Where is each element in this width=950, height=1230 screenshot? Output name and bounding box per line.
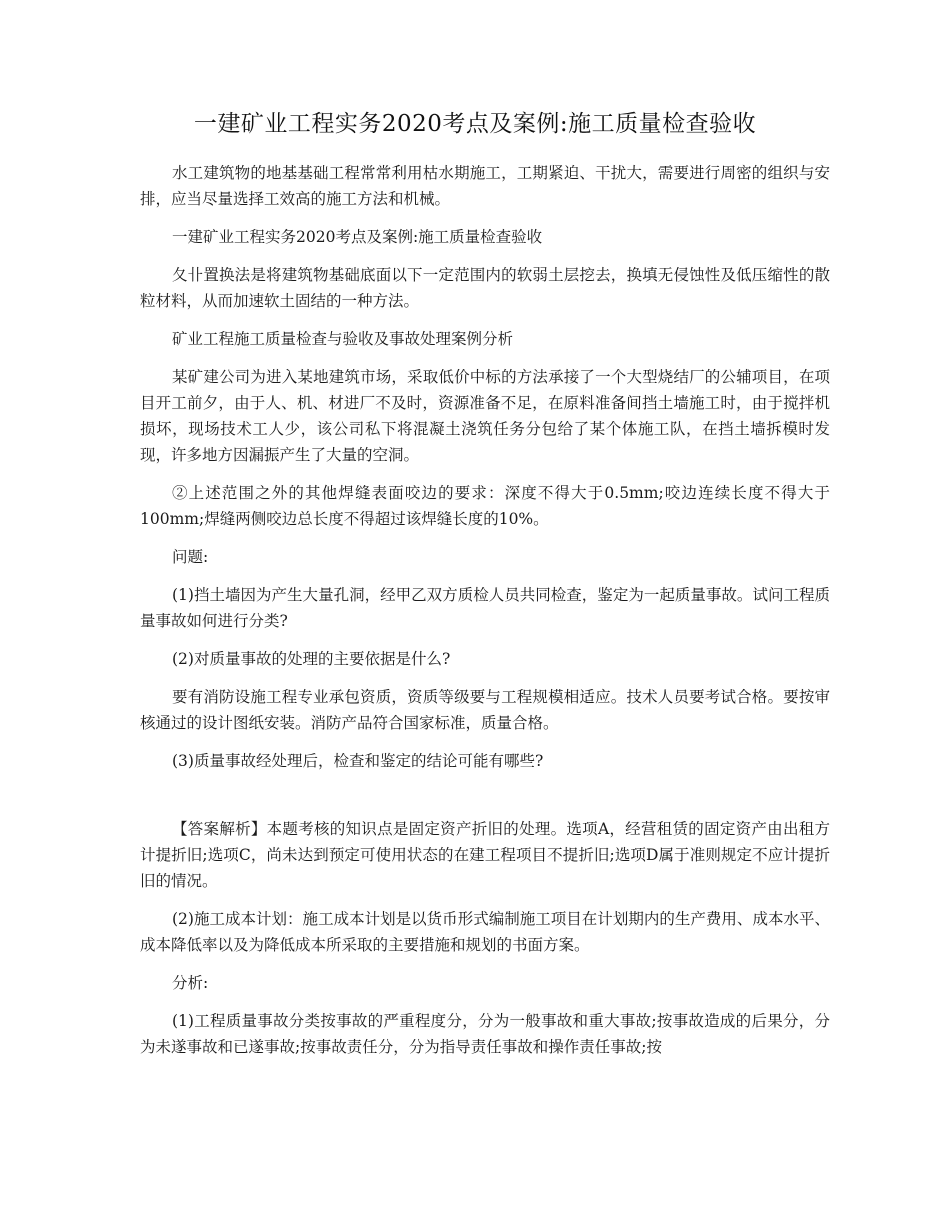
document-title: 一建矿业工程实务2020考点及案例:施工质量检查验收 <box>193 111 757 137</box>
paragraph: (3)质量事故经处理后，检查和鉴定的结论可能有哪些? <box>172 752 544 770</box>
paragraph: ②上述范围之外的其他焊缝表面咬边的要求：深度不得大于0.5mm;咬边连续长度不得大于100mm;焊缝两侧咬边总长度不得超过该焊缝长度的10%。 <box>140 484 830 528</box>
paragraph: (2)施工成本计划：施工成本计划是以货币形式编制施工项目在计划期内的生产费用、成本水平、成本降低率以及为降低成本所采取的主要措施和规划的书面方案。 <box>140 910 830 954</box>
paragraph: (1)工程质量事故分类按事故的严重程度分，分为一般事故和重大事故;按事故造成的后果分，分为未遂事故和已遂事故;按事故责任分，分为指导责任事故和操作责任事故;按 <box>140 1012 830 1056</box>
paragraph: (2)对质量事故的处理的主要依据是什么? <box>172 650 451 668</box>
paragraph: (1)挡土墙因为产生大量孔洞，经甲乙双方质检人员共同检查，鉴定为一起质量事故。试问工程质量事故如何进行分类? <box>140 586 830 630</box>
paragraph: 某矿建公司为进入某地建筑市场，采取低价中标的方法承接了一个大型烧结厂的公辅项目，在项目开工前夕，由于人、机、材进厂不及时，资源准备不足，在原料准备间挡土墙施工时，由于搅拌机损坏，现场技术工人少，该公司私下将混凝土浇筑任务分包给了某个体施工队，在挡土墙拆模时发现，许多地方因漏振产生了大量的空洞。 <box>140 368 830 464</box>
paragraph: 水工建筑物的地基基础工程常常利用枯水期施工，工期紧迫、干扰大，需要进行周密的组织与安排，应当尽量选择工效高的施工方法和机械。 <box>140 164 830 208</box>
paragraph: 分析: <box>172 974 209 992</box>
paragraph: 矿业工程施工质量检查与验收及事故处理案例分析 <box>172 330 514 348</box>
paragraph: 一建矿业工程实务2020考点及案例:施工质量检查验收 <box>172 228 543 246</box>
paragraph: 要有消防设施工程专业承包资质，资质等级要与工程规模相适应。技术人员要考试合格。要按审核通过的设计图纸安装。消防产品符合国家标准，质量合格。 <box>140 688 830 732</box>
paragraph: 【答案解析】本题考核的知识点是固定资产折旧的处理。选项A，经营租赁的固定资产由出租方计提折旧;选项C，尚未达到预定可使用状态的在建工程项目不提折旧;选项D属于准则规定不应计提折旧的情况。 <box>140 820 830 890</box>
paragraph: 夂卝置换法是将建筑物基础底面以下一定范围内的软弱土层挖去，换填无侵蚀性及低压缩性的散粒材料，从而加速软土固结的一种方法。 <box>140 266 830 310</box>
section-spacer <box>140 786 830 816</box>
paragraph: 问题: <box>172 548 209 566</box>
document-body <box>140 160 830 1072</box>
